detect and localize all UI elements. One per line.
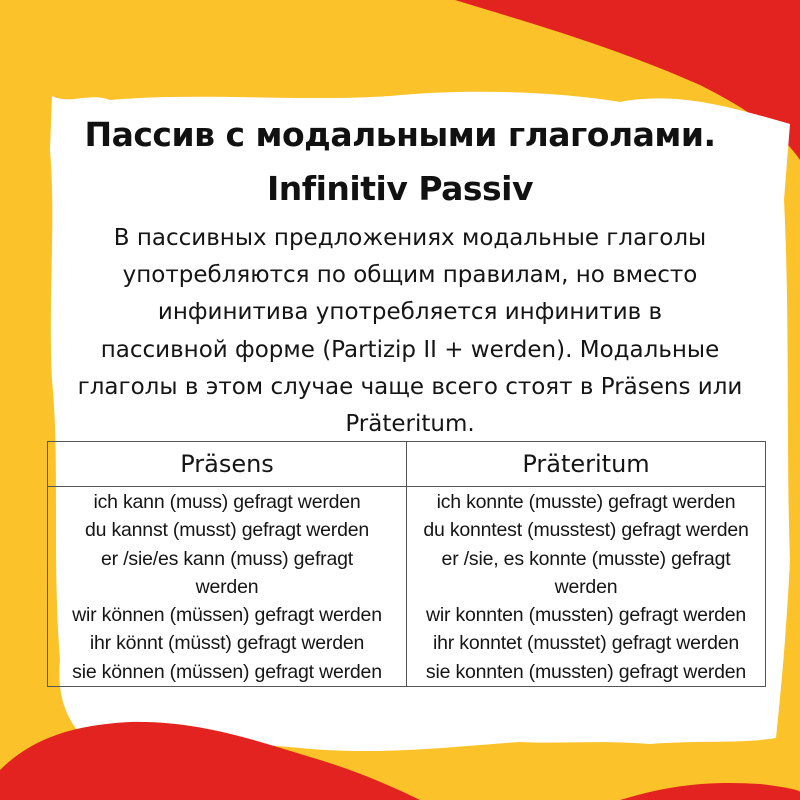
- intro-paragraph: [50, 220, 770, 443]
- prasens-wir: wir können (müssen) gefragt werden: [72, 604, 382, 627]
- prateritum-du: du konntest (musstest) gefragt werden: [423, 519, 749, 542]
- prateritum-wir: wir konnten (mussten) gefragt werden: [425, 604, 747, 627]
- prasens-er-cont: werden: [195, 575, 259, 598]
- title-line-2: Infinitiv Passiv: [266, 169, 533, 208]
- prateritum-er-cont: werden: [554, 575, 618, 598]
- header-prateritum: Präteritum: [407, 442, 766, 487]
- page-title: [40, 108, 760, 216]
- prasens-sie: sie können (müssen) gefragt werden: [72, 660, 382, 683]
- intro-line: глаголы в этом случае чаще всего стоят в Präsens или: [77, 373, 743, 400]
- intro-line: Präteritum.: [345, 411, 475, 438]
- prasens-ihr: ihr könnt (müsst) gefragt werden: [89, 632, 365, 655]
- prasens-er: er /sie/es kann (muss) gefragt: [101, 547, 353, 570]
- prateritum-er: er /sie, es konnte (musste) gefragt: [441, 547, 731, 570]
- title-line-1: Пассив с модальными глаголами.: [84, 115, 716, 154]
- prasens-du: du kannst (musst) gefragt werden: [84, 519, 370, 542]
- intro-line: пассивной форме (Partizip II + werden). Модальные: [100, 336, 720, 363]
- table-header-row: [48, 442, 766, 487]
- intro-line: инфинитива употребляется инфинитив в: [157, 299, 663, 326]
- prasens-cell: [48, 487, 407, 687]
- prateritum-ihr: ihr konntet (musstet) gefragt werden: [432, 632, 740, 655]
- prateritum-sie: sie konnten (mussten) gefragt werden: [425, 660, 747, 683]
- intro-line: В пассивных предложениях модальные глаголы: [113, 225, 707, 251]
- prateritum-cell: [407, 487, 766, 687]
- table-row: [48, 487, 766, 687]
- intro-line: употребляются по общим правилам, но вместо: [122, 262, 698, 289]
- prasens-ich: ich kann (muss) gefragt werden: [93, 491, 361, 513]
- conjugation-table: [47, 441, 766, 687]
- header-prasens: Präsens: [48, 442, 407, 487]
- prateritum-ich: ich konnte (musste) gefragt werden: [436, 491, 736, 513]
